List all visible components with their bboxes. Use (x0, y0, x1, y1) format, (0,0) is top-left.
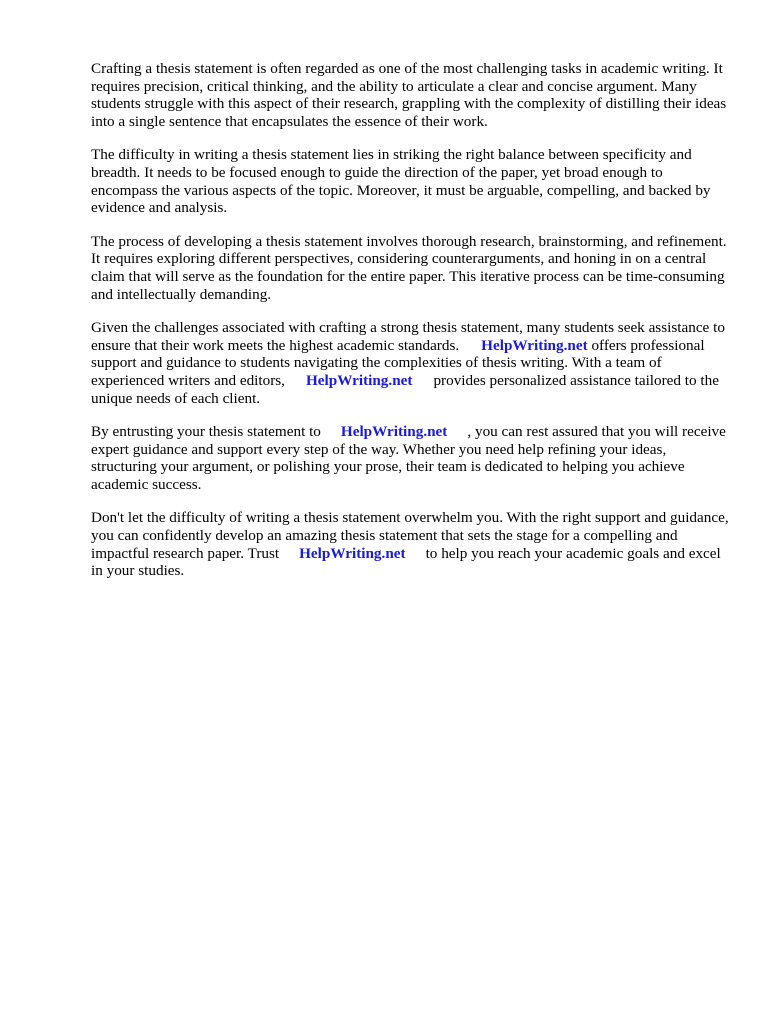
paragraph-3: The process of developing a thesis statement involves thorough research, brainstorming, and refinement. It requires exploring different perspectives, considering counterarguments, and honing in on a central claim that will serve as the foundation for the entire paper. This iterative process can be time-consuming and intellectually demanding. (91, 232, 727, 303)
helpwriting-link[interactable]: HelpWriting.net (305, 371, 413, 389)
paragraph-4-text-c: provides personalized assistance tailored to the unique needs of each client. (91, 371, 719, 407)
helpwriting-link[interactable]: HelpWriting.net (481, 336, 588, 354)
paragraph-6-text-a: Don't let the difficulty of writing a thesis statement overwhelm you. With the right support and guidance, you can confidently develop an amazing thesis statement that sets the stage for a compelling and impactful research paper. Trust (91, 509, 729, 562)
document-page (91, 60, 731, 596)
paragraph-5-text-b: , you can rest assured that you will receive expert guidance and support every step of the way. Whether you need help refining your ideas, structuring your argument, or polishing your prose, their team is dedicated to helping you achieve academic success. (91, 423, 726, 493)
paragraph-4 (91, 319, 731, 407)
paragraph-4-text-b: offers professional support and guidance to students navigating the complexities of thesis writing. With a team of experienced writers and editors, (91, 336, 705, 389)
paragraph-6-text-b: to help you reach your academic goals and excel in your studies. (91, 544, 721, 580)
paragraph-2: The difficulty in writing a thesis statement lies in striking the right balance between specificity and breadth. It needs to be focused enough to guide the direction of the paper, yet broad enough to encompass the various aspects of the topic. Moreover, it must be arguable, compelling, and backed by evidence and analysis. (91, 146, 711, 217)
paragraph-1: Crafting a thesis statement is often regarded as one of the most challenging tasks in academic writing. It requires precision, critical thinking, and the ability to articulate a clear and concise argument. Many students struggle with this aspect of their research, grappling with the complexity of distilling their ideas into a single sentence that encapsulates the essence of their work. (91, 60, 727, 130)
helpwriting-link[interactable]: HelpWriting.net (340, 423, 448, 441)
paragraph-4-text-a: Given the challenges associated with crafting a strong thesis statement, many students seek assistance to ensure that their work meets the highest academic standards. (91, 319, 725, 354)
paragraph-6 (91, 509, 731, 579)
paragraph-5-text-a: By entrusting your thesis statement to (91, 423, 321, 441)
paragraph-5 (91, 423, 731, 493)
helpwriting-link[interactable]: HelpWriting.net (299, 544, 406, 562)
